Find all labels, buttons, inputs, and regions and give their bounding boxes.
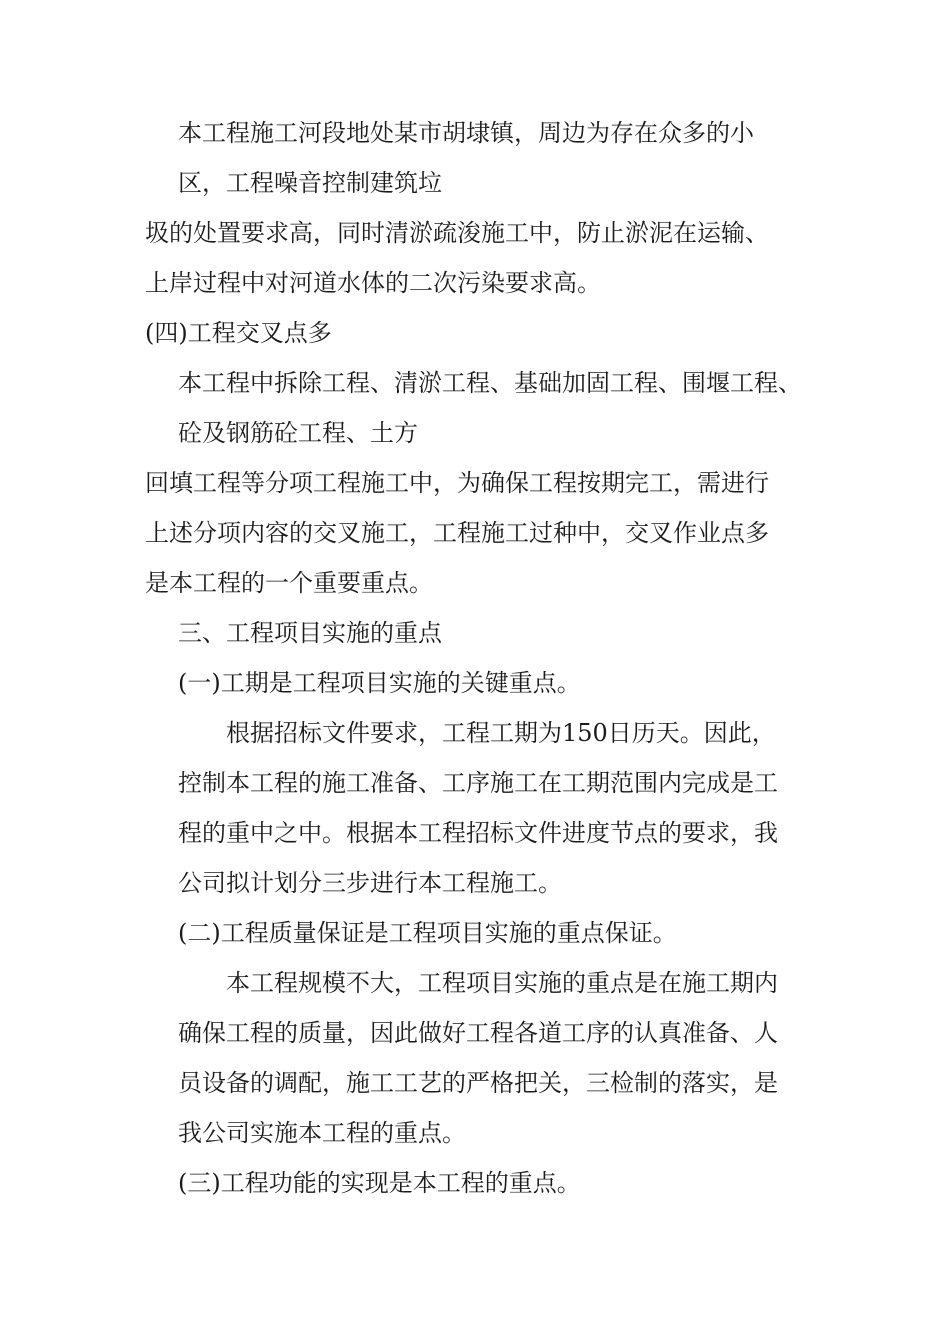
text-line: 本工程施工河段地处某市胡埭镇，周边为存在众多的小 (178, 119, 754, 147)
text-line: 公司拟计划分三步进行本工程施工。 (178, 869, 562, 897)
text-line: 确保工程的质量，因此做好工程各道工序的认真准备、人 (178, 1019, 778, 1047)
subsection-heading: (二)工程质量保证是工程项目实施的重点保证。 (178, 919, 677, 947)
text-line: 员设备的调配，施工工艺的严格把关，三检制的落实，是 (178, 1069, 778, 1097)
text-line: 根据招标文件要求，工程工期为150日历天。因此， (226, 719, 776, 747)
subsection-heading: (三)工程功能的实现是本工程的重点。 (178, 1169, 581, 1197)
text-line: 回填工程等分项工程施工中，为确保工程按期完工，需进行 (145, 469, 769, 497)
text-line: 砼及钢筋砼工程、土方 (178, 419, 418, 447)
text-line: 我公司实施本工程的重点。 (178, 1119, 466, 1147)
text-line: 控制本工程的施工准备、工序施工在工期范围内完成是工 (178, 769, 778, 797)
text-line: 上岸过程中对河道水体的二次污染要求高。 (145, 269, 601, 297)
section-heading: 三、工程项目实施的重点 (178, 619, 442, 647)
text-line: 区，工程噪音控制建筑垃 (178, 169, 442, 197)
text-line: 上述分项内容的交叉施工，工程施工过种中，交叉作业点多 (145, 519, 769, 547)
text-line: 程的重中之中。根据本工程招标文件进度节点的要求，我 (178, 819, 778, 847)
text-line: 本工程规模不大，工程项目实施的重点是在施工期内 (226, 969, 778, 997)
section-heading: (四)工程交叉点多 (145, 319, 332, 347)
subsection-heading: (一)工期是工程项目实施的关键重点。 (178, 669, 581, 697)
text-line: 本工程中拆除工程、清淤工程、基础加固工程、围堰工程、 (178, 369, 802, 397)
text-line: 圾的处置要求高，同时清淤疏浚施工中，防止淤泥在运输、 (145, 219, 769, 247)
text-line: 是本工程的一个重要重点。 (145, 569, 433, 597)
